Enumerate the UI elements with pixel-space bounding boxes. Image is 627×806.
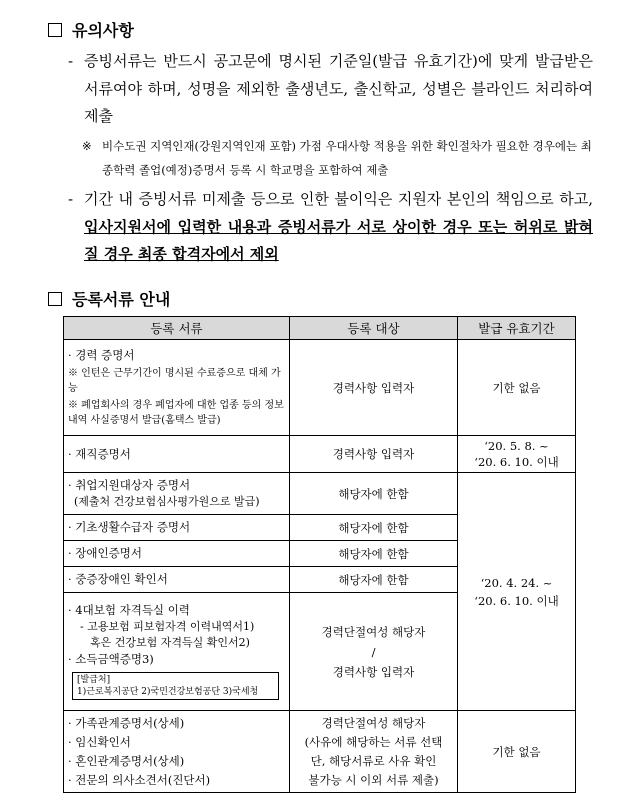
notice-note: ※ 비수도권 지역인재(강원지역인재 포함) 가점 우대사항 적용을 위한 확인절차가 필요한 경우에는 최종학력 졸업(예정)증명서 등록 시 학교명을 포함하여 제출 <box>82 134 593 182</box>
table-row: · 기초생활수급자 증명서 해당자에 한함 <box>64 515 576 541</box>
table-row: · 취업지원대상자 증명서 (제출처 건강보험심사평가원으로 발급) 해당자에 한함 ‘20. 4. 24. ~ ‘20. 6. 10. 이내 <box>64 473 576 515</box>
documents-table <box>63 316 576 793</box>
docs-title-text: 등록서류 안내 <box>72 290 171 309</box>
square-bullet-icon <box>48 23 62 37</box>
table-header-row <box>64 317 576 340</box>
table-row: · 중증장애인 확인서 해당자에 한함 <box>64 567 576 593</box>
notice-title-text: 유의사항 <box>72 21 134 40</box>
header-validity: 발급 유효기간 <box>458 317 576 340</box>
square-bullet-icon <box>48 292 62 306</box>
table-row: · 장애인증명서 해당자에 한함 <box>64 541 576 567</box>
dash-bullet: - <box>68 52 74 70</box>
issuer-box: [발급처] 1)근로복지공단 2)국민건강보험공단 3)국세청 <box>72 672 279 700</box>
header-target: 등록 대상 <box>290 317 458 340</box>
header-docs: 등록 서류 <box>64 317 290 340</box>
table-row: · 경력 증명서 ※ 인턴은 근무기간이 명시된 수료증으로 대체 가능 ※ 폐업회사의 경우 폐업자에 대한 업종 등의 정보내역 사실증명서 발급(홈택스 발급) 경력사항 입력자 기한 없음 <box>64 340 576 436</box>
notice-warning-underlined: 입사지원서에 입력한 내용과 증빙서류가 서로 상이한 경우 또는 허위로 밝혀질 경우 최종 합격자에서 제외 <box>84 217 593 263</box>
notice-title <box>48 18 134 41</box>
notice-paragraph-1: - 증빙서류는 반드시 공고문에 명시된 기준일(발급 유효기간)에 맞게 발급받은 서류여야 하며, 성명을 제외한 출생년도, 출신학교, 성별은 블라인드 처리하여 제출 <box>68 48 593 131</box>
table-row: · 4대보험 자격득실 이력 - 고용보험 피보험자격 이력내역서1) 혹은 건강보험 자격득실 확인서2) · 소득금액증명3) [발급처] 1)근로복지공단 2)국민건강보험공단 3)국세청 경력단절여성 해당자 / 경력사항 입력자 <box>64 593 576 711</box>
table-row: · 가족관계증명서(상세) · 임신확인서 · 혼인관계증명서(상세) · 전문의 의사소견서(진단서) 경력단절여성 해당자 (사유에 해당하는 서류 선택 단, 해당서류로 사유 확인 불가능 시 이외 서류 제출) 기한 없음 <box>64 711 576 793</box>
docs-title <box>48 287 170 310</box>
dash-bullet: - <box>68 190 74 208</box>
table-row: · 재직증명서 경력사항 입력자 ‘20. 5. 8. ~ ‘20. 6. 10. 이내 <box>64 436 576 473</box>
notice-paragraph-2: - 기간 내 증빙서류 미제출 등으로 인한 불이익은 지원자 본인의 책임으로 하고, 입사지원서에 입력한 내용과 증빙서류가 서로 상이한 경우 또는 허위로 밝혀질 경우 최종 합격자에서 제외 <box>68 186 593 269</box>
reference-mark-icon: ※ <box>82 139 92 153</box>
